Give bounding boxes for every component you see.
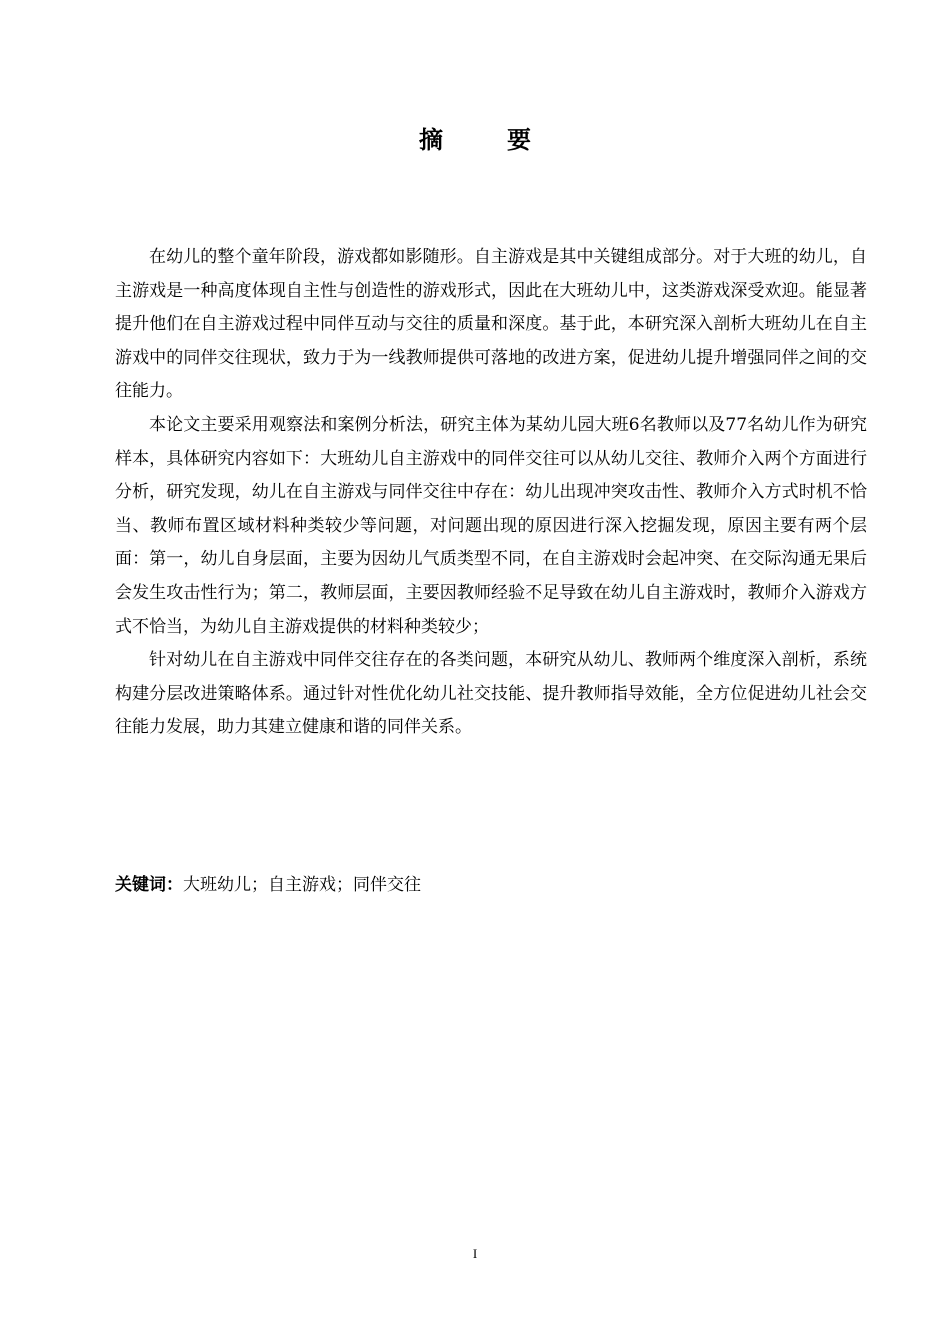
abstract-paragraph-1: 在幼儿的整个童年阶段，游戏都如影随形。自主游戏是其中关键组成部分。对于大班的幼儿，自主游戏是一种高度体现自主性与创造性的游戏形式，因此在大班幼儿中，这类游戏深受欢迎。能显著提升他们在自主游戏过程中同伴互动与交往的质量和深度。基于此，本研究深入剖析大班幼儿在自主游戏中的同伴交往现状，致力于为一线教师提供可落地的改进方案，促进幼儿提升增强同伴之间的交往能力。: [115, 247, 867, 402]
keywords-label: 关键词：: [115, 875, 183, 895]
abstract-paragraph-3: 针对幼儿在自主游戏中同伴交往存在的各类问题，本研究从幼儿、教师两个维度深入剖析，系统构建分层改进策略体系。通过针对性优化幼儿社交技能、提升教师指导效能，全方位促进幼儿社会交往能力发展，助力其建立健康和谐的同伴关系。: [115, 650, 867, 738]
page-number: I: [472, 1246, 478, 1261]
keywords-line: [115, 871, 867, 899]
keywords-text: 大班幼儿；自主游戏；同伴交往: [183, 875, 421, 895]
abstract-title: 摘 要: [419, 126, 551, 154]
abstract-paragraph-2: 本论文主要采用观察法和案例分析法，研究主体为某幼儿园大班6名教师以及77名幼儿作为研究样本，具体研究内容如下：大班幼儿自主游戏中的同伴交往可以从幼儿交往、教师介入两个方面进行分析，研究发现，幼儿在自主游戏与同伴交往中存在：幼儿出现冲突攻击性、教师介入方式时机不恰当、教师布置区域材料种类较少等问题，对问题出现的原因进行深入挖掘发现，原因主要有两个层面：第一，幼儿自身层面，主要为因幼儿气质类型不同，在自主游戏时会起冲突、在交际沟通无果后会发生攻击性行为；第二，教师层面，主要因教师经验不足导致在幼儿自主游戏时，教师介入游戏方式不恰当，为幼儿自主游戏提供的材料种类较少；: [115, 414, 867, 637]
abstract-body: [115, 241, 867, 745]
